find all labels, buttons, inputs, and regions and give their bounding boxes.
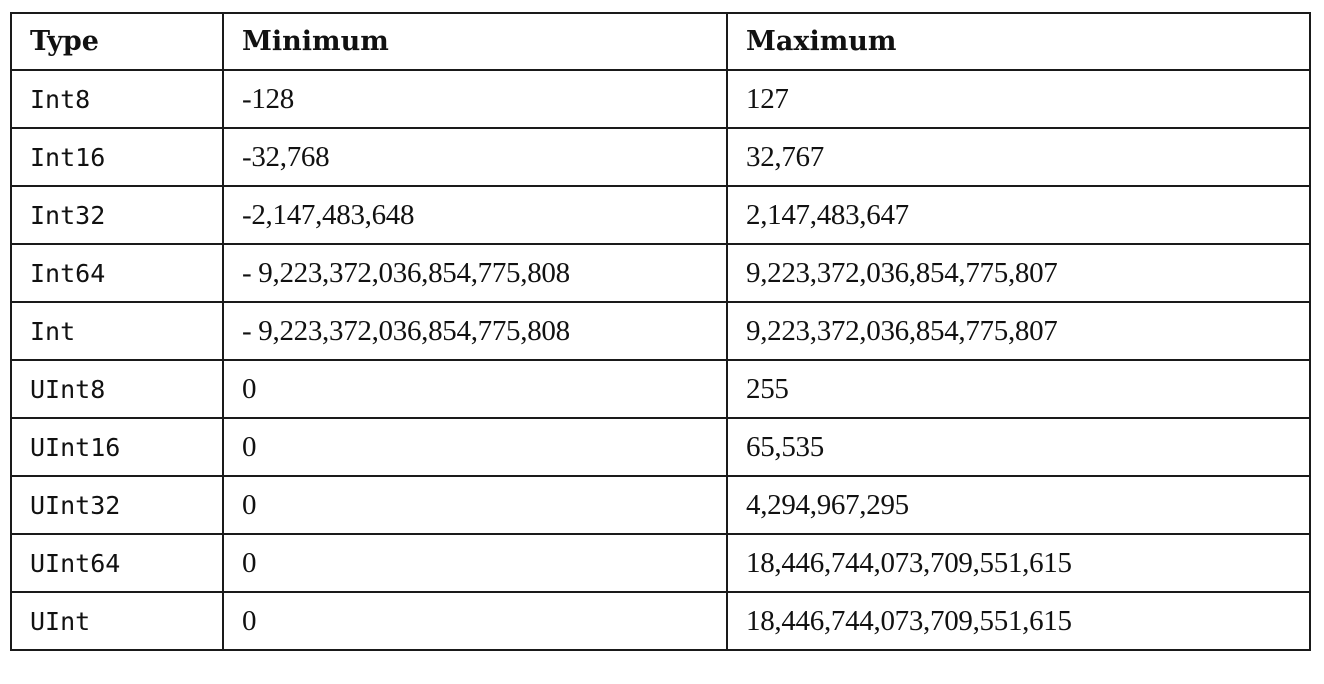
header-type: Type bbox=[11, 13, 223, 70]
type-cell: UInt bbox=[11, 592, 223, 650]
header-maximum: Maximum bbox=[727, 13, 1310, 70]
maximum-cell: 127 bbox=[727, 70, 1310, 128]
type-cell: UInt8 bbox=[11, 360, 223, 418]
maximum-cell: 4,294,967,295 bbox=[727, 476, 1310, 534]
maximum-cell: 18,446,744,073,709,551,615 bbox=[727, 592, 1310, 650]
type-cell: Int32 bbox=[11, 186, 223, 244]
table-header bbox=[11, 13, 1310, 70]
minimum-cell: 0 bbox=[223, 418, 727, 476]
minimum-cell: -32,768 bbox=[223, 128, 727, 186]
table-row bbox=[11, 128, 1310, 186]
table-row bbox=[11, 70, 1310, 128]
maximum-cell: 2,147,483,647 bbox=[727, 186, 1310, 244]
table-row bbox=[11, 244, 1310, 302]
type-cell: UInt64 bbox=[11, 534, 223, 592]
table-body bbox=[11, 70, 1310, 650]
table-row bbox=[11, 186, 1310, 244]
type-cell: UInt32 bbox=[11, 476, 223, 534]
integer-ranges-table-container bbox=[10, 12, 1309, 651]
minimum-cell: 0 bbox=[223, 360, 727, 418]
maximum-cell: 32,767 bbox=[727, 128, 1310, 186]
maximum-cell: 9,223,372,036,854,775,807 bbox=[727, 302, 1310, 360]
table-row bbox=[11, 534, 1310, 592]
maximum-cell: 9,223,372,036,854,775,807 bbox=[727, 244, 1310, 302]
minimum-cell: 0 bbox=[223, 476, 727, 534]
minimum-cell: - 9,223,372,036,854,775,808 bbox=[223, 244, 727, 302]
table-row bbox=[11, 302, 1310, 360]
integer-ranges-table bbox=[10, 12, 1311, 651]
maximum-cell: 255 bbox=[727, 360, 1310, 418]
table-row bbox=[11, 592, 1310, 650]
type-cell: Int8 bbox=[11, 70, 223, 128]
table-row bbox=[11, 360, 1310, 418]
minimum-cell: 0 bbox=[223, 592, 727, 650]
header-minimum: Minimum bbox=[223, 13, 727, 70]
minimum-cell: - 9,223,372,036,854,775,808 bbox=[223, 302, 727, 360]
type-cell: Int64 bbox=[11, 244, 223, 302]
minimum-cell: 0 bbox=[223, 534, 727, 592]
table-row bbox=[11, 476, 1310, 534]
table-row bbox=[11, 418, 1310, 476]
type-cell: Int16 bbox=[11, 128, 223, 186]
type-cell: Int bbox=[11, 302, 223, 360]
header-row bbox=[11, 13, 1310, 70]
minimum-cell: -128 bbox=[223, 70, 727, 128]
maximum-cell: 65,535 bbox=[727, 418, 1310, 476]
type-cell: UInt16 bbox=[11, 418, 223, 476]
maximum-cell: 18,446,744,073,709,551,615 bbox=[727, 534, 1310, 592]
minimum-cell: -2,147,483,648 bbox=[223, 186, 727, 244]
